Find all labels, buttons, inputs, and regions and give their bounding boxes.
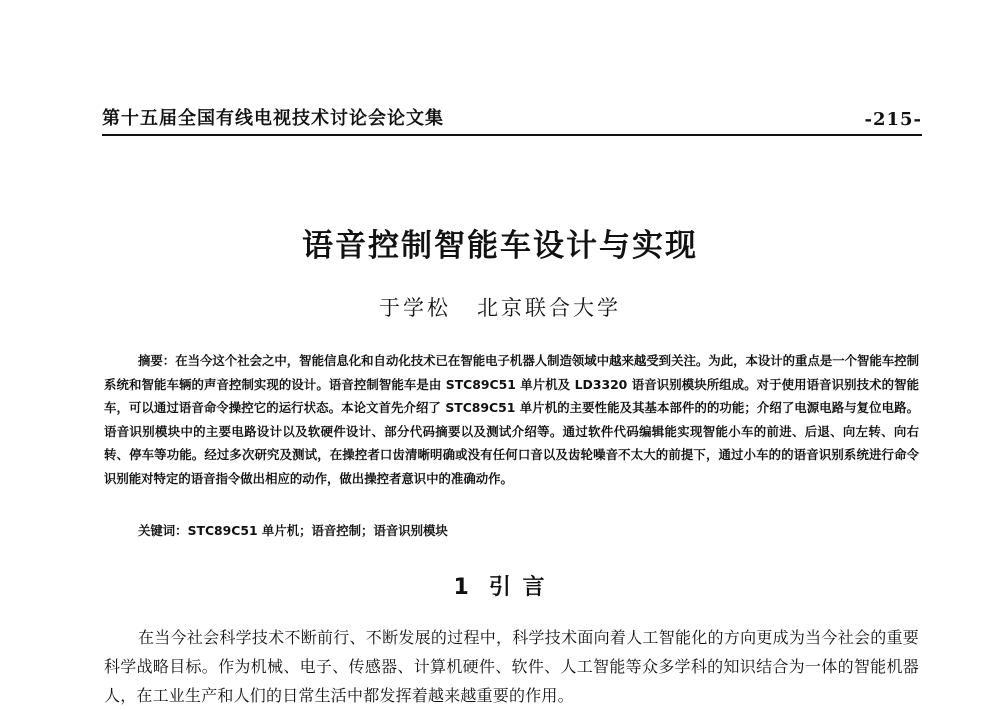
body-paragraph: 在当今社会科学技术不断前行、不断发展的过程中，科学技术面向着人工智能化的方向更成为当今社会的重要科学战略目标。作为机械、电子、传感器、计算机硬件、软件、人工智能等众多学科的知识结合为一体的智能机器人，在工业生产和人们的日常生活中都发挥着越来越重要的作用。 [104, 628, 919, 705]
page-number: -215- [864, 109, 922, 130]
section-heading [0, 570, 1000, 601]
section-number: 1 [453, 575, 471, 600]
abstract-label: 摘要： [138, 353, 176, 368]
abstract-text: 在当今这个社会之中，智能信息化和自动化技术已在智能电子机器人制造领域中越来越受到关注。为此，本设计的重点是一个智能车控制系统和智能车辆的声音控制实现的设计。语音控制智能车是由 STC89C51 单片机及 LD3320 语音识别模块所组成。对于使用语音识别技术的智能车，可以通过语音命令操控它的运行状态。本论文首先介绍了 STC89C51 单片机的主要性能及其基本部件的的功能；介绍了电源电路与复位电路。语音识别模块中的主要电路设计以及软硬件设计、部分代码摘要以及测试介绍等。通过软件代码编辑能实现智能小车的前进、后退、向左转、向右转、停车等功能。经过多次研究及测试，在操控者口齿清晰明确或没有任何口音以及齿轮噪音不太大的前提下，通过小车的的语音识别系统进行命令识别能对特定的语音指令做出相应的动作，做出操控者意识中的准确动作。 [104, 353, 920, 486]
running-head [102, 104, 922, 130]
keywords-text: STC89C51 单片机；语音控制；语音识别模块 [187, 523, 448, 538]
abstract [104, 349, 919, 490]
author-line [0, 292, 1000, 322]
author-name: 于学松 [379, 296, 451, 320]
author-affiliation: 北京联合大学 [477, 296, 621, 320]
keywords [138, 521, 918, 539]
paper-title: 语音控制智能车设计与实现 [302, 228, 698, 264]
section-title: 引 言 [488, 575, 547, 600]
journal-title: 第十五届全国有线电视技术讨论会论文集 [102, 108, 444, 129]
keywords-label: 关键词： [138, 523, 188, 538]
header-rule [102, 134, 922, 136]
